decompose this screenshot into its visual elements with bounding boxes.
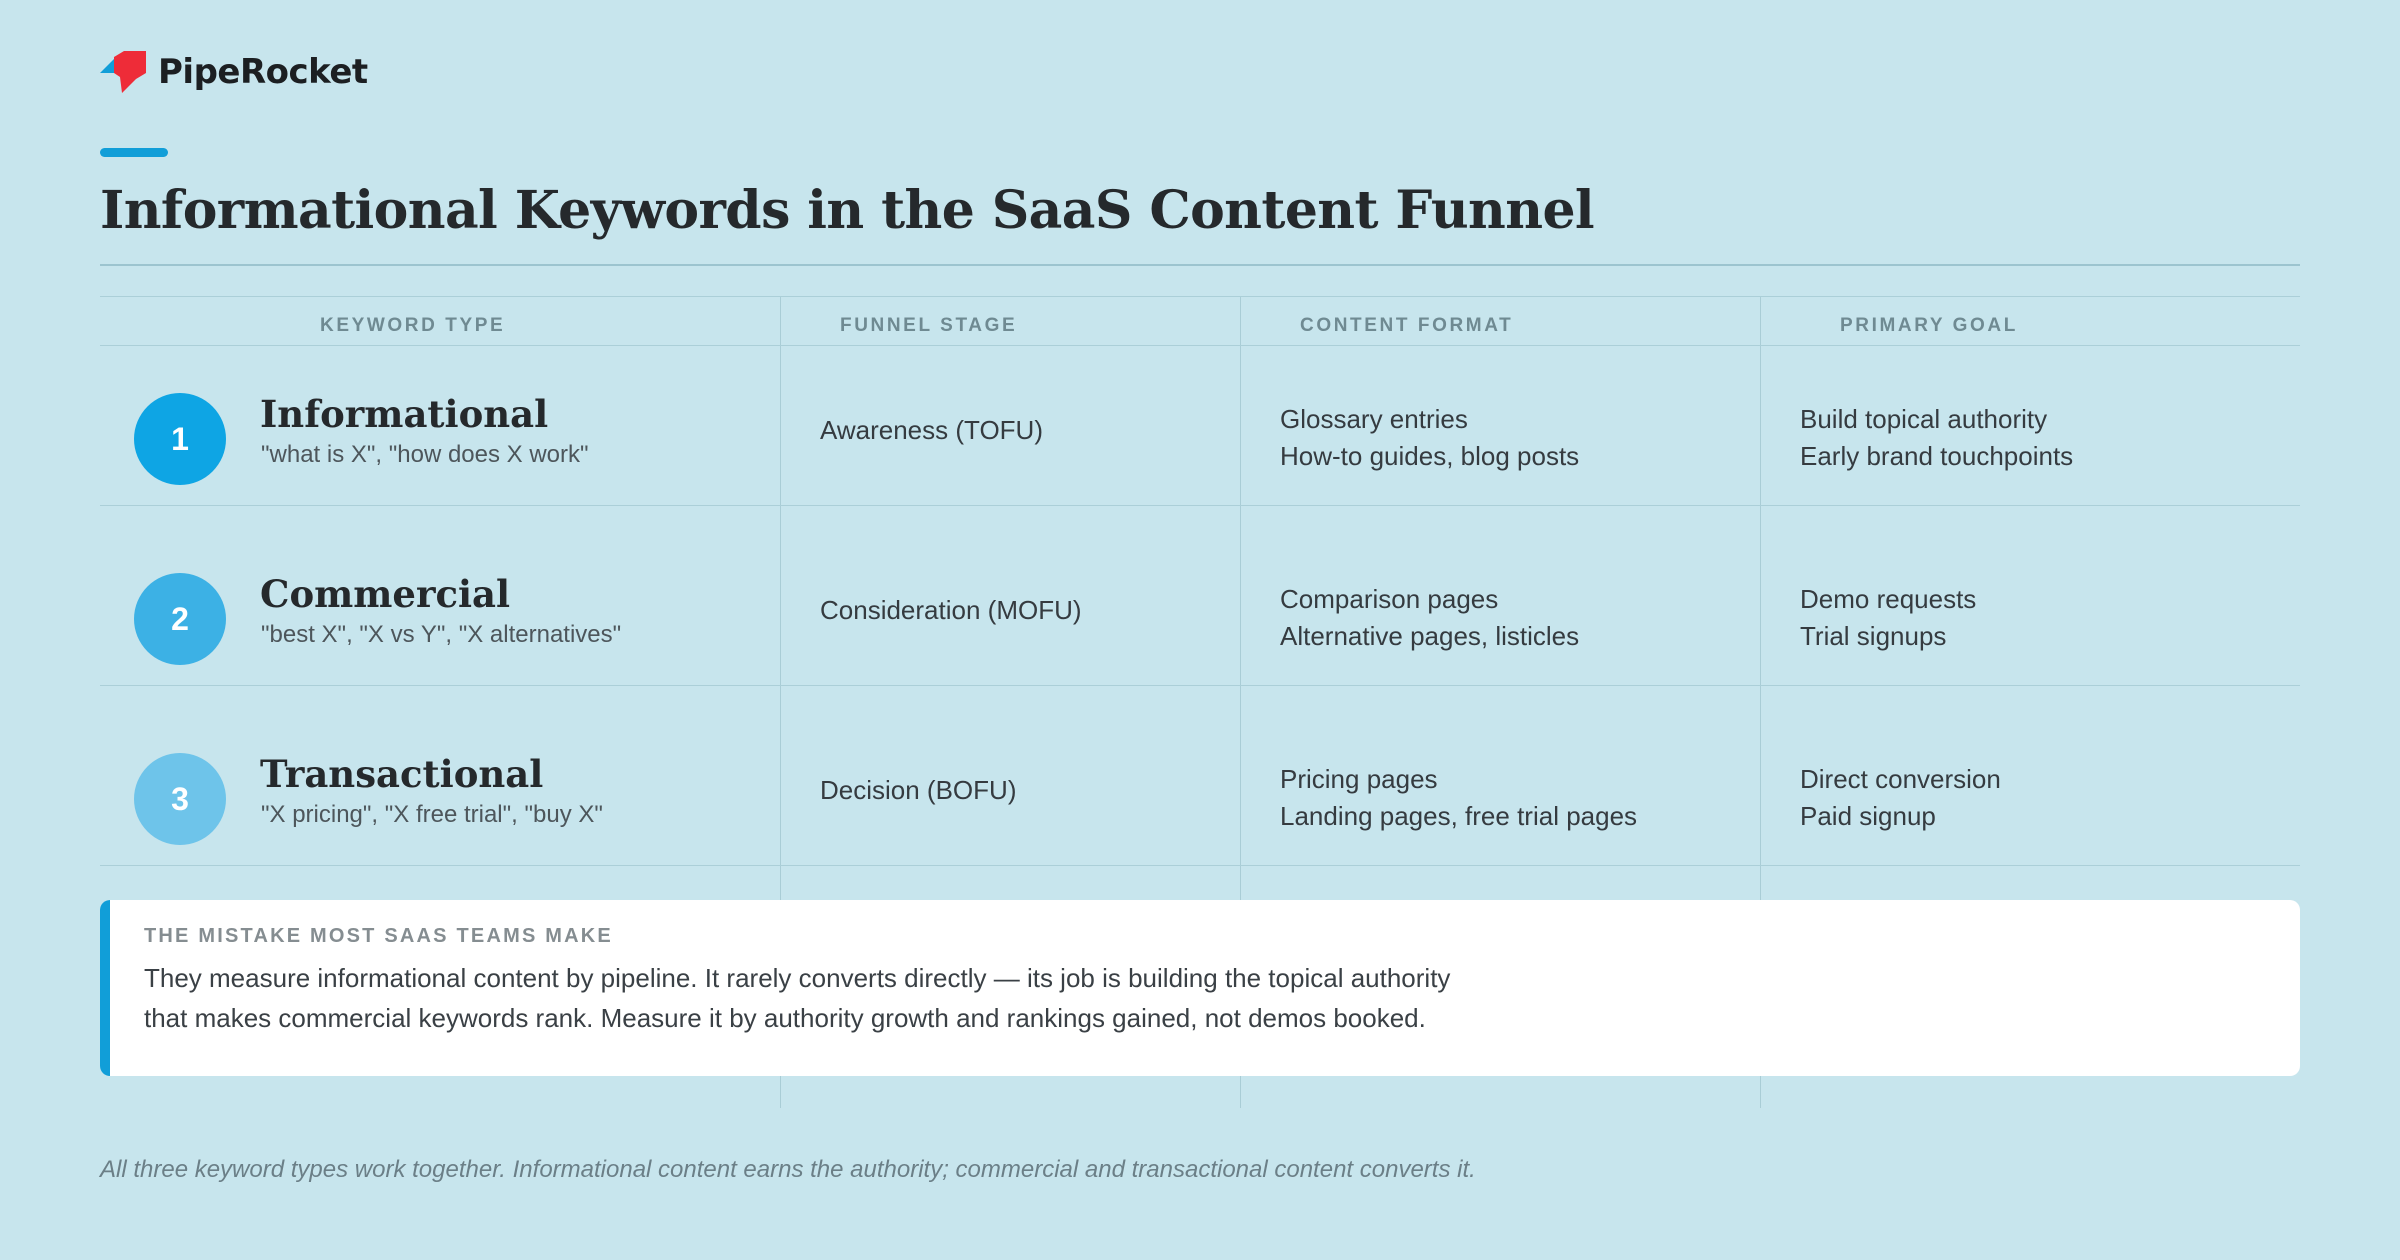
rocket-logo-icon [100,51,146,93]
keyword-type-name: Commercial [260,572,511,616]
step-number-badge: 2 [134,573,226,665]
funnel-stage-value: Consideration (MOFU) [820,595,1082,625]
header-primary-goal: PRIMARY GOAL [1840,315,2018,336]
keyword-type-name: Informational [260,392,549,436]
mistake-callout [100,900,2300,1076]
keyword-examples: "X pricing", "X free trial", "buy X" [261,801,603,828]
keyword-type-name: Transactional [260,752,544,796]
footer-note: All three keyword types work together. Informational content earns the authority; commercial and transactional content converts it. [100,1156,1476,1183]
table-row-informational [100,346,2300,506]
keyword-examples: "what is X", "how does X work" [261,441,589,468]
step-number-badge: 3 [134,753,226,845]
callout-line: They measure informational content by pipeline. It rarely converts directly — its job is building the topical authority [144,963,1451,993]
page-title: Informational Keywords in the SaaS Content Funnel [100,180,1595,241]
funnel-stage-value: Awareness (TOFU) [820,415,1043,445]
content-format-value: Pricing pages Landing pages, free trial pages [1280,764,1638,831]
content-format-value: Glossary entries How-to guides, blog posts [1280,404,1580,471]
keyword-examples: "best X", "X vs Y", "X alternatives" [261,621,622,648]
callout-accent-bar [100,900,110,1076]
table-row-commercial [100,526,2300,686]
title-accent-bar [100,148,168,157]
header-funnel-stage: FUNNEL STAGE [840,315,1018,336]
content-format-value: Comparison pages Alternative pages, listicles [1280,584,1580,651]
primary-goal-value: Build topical authority Early brand touchpoints [1800,404,2074,471]
callout-line: that makes commercial keywords rank. Measure it by authority growth and rankings gained, not demos booked. [144,1003,1426,1033]
callout-label: THE MISTAKE MOST SAAS TEAMS MAKE [144,925,613,947]
brand-name: PipeRocket [158,52,368,92]
header-content-format: CONTENT FORMAT [1300,315,1514,336]
header-keyword-type: KEYWORD TYPE [320,315,506,336]
brand-logo[interactable] [100,50,368,94]
title-divider [100,264,2300,266]
table-row-transactional [100,706,2300,866]
callout-text [144,958,1450,1038]
primary-goal-value: Direct conversion Paid signup [1800,764,2001,831]
step-number-badge: 1 [134,393,226,485]
primary-goal-value: Demo requests Trial signups [1800,584,1977,651]
row-divider [100,296,2300,297]
funnel-stage-value: Decision (BOFU) [820,775,1017,805]
